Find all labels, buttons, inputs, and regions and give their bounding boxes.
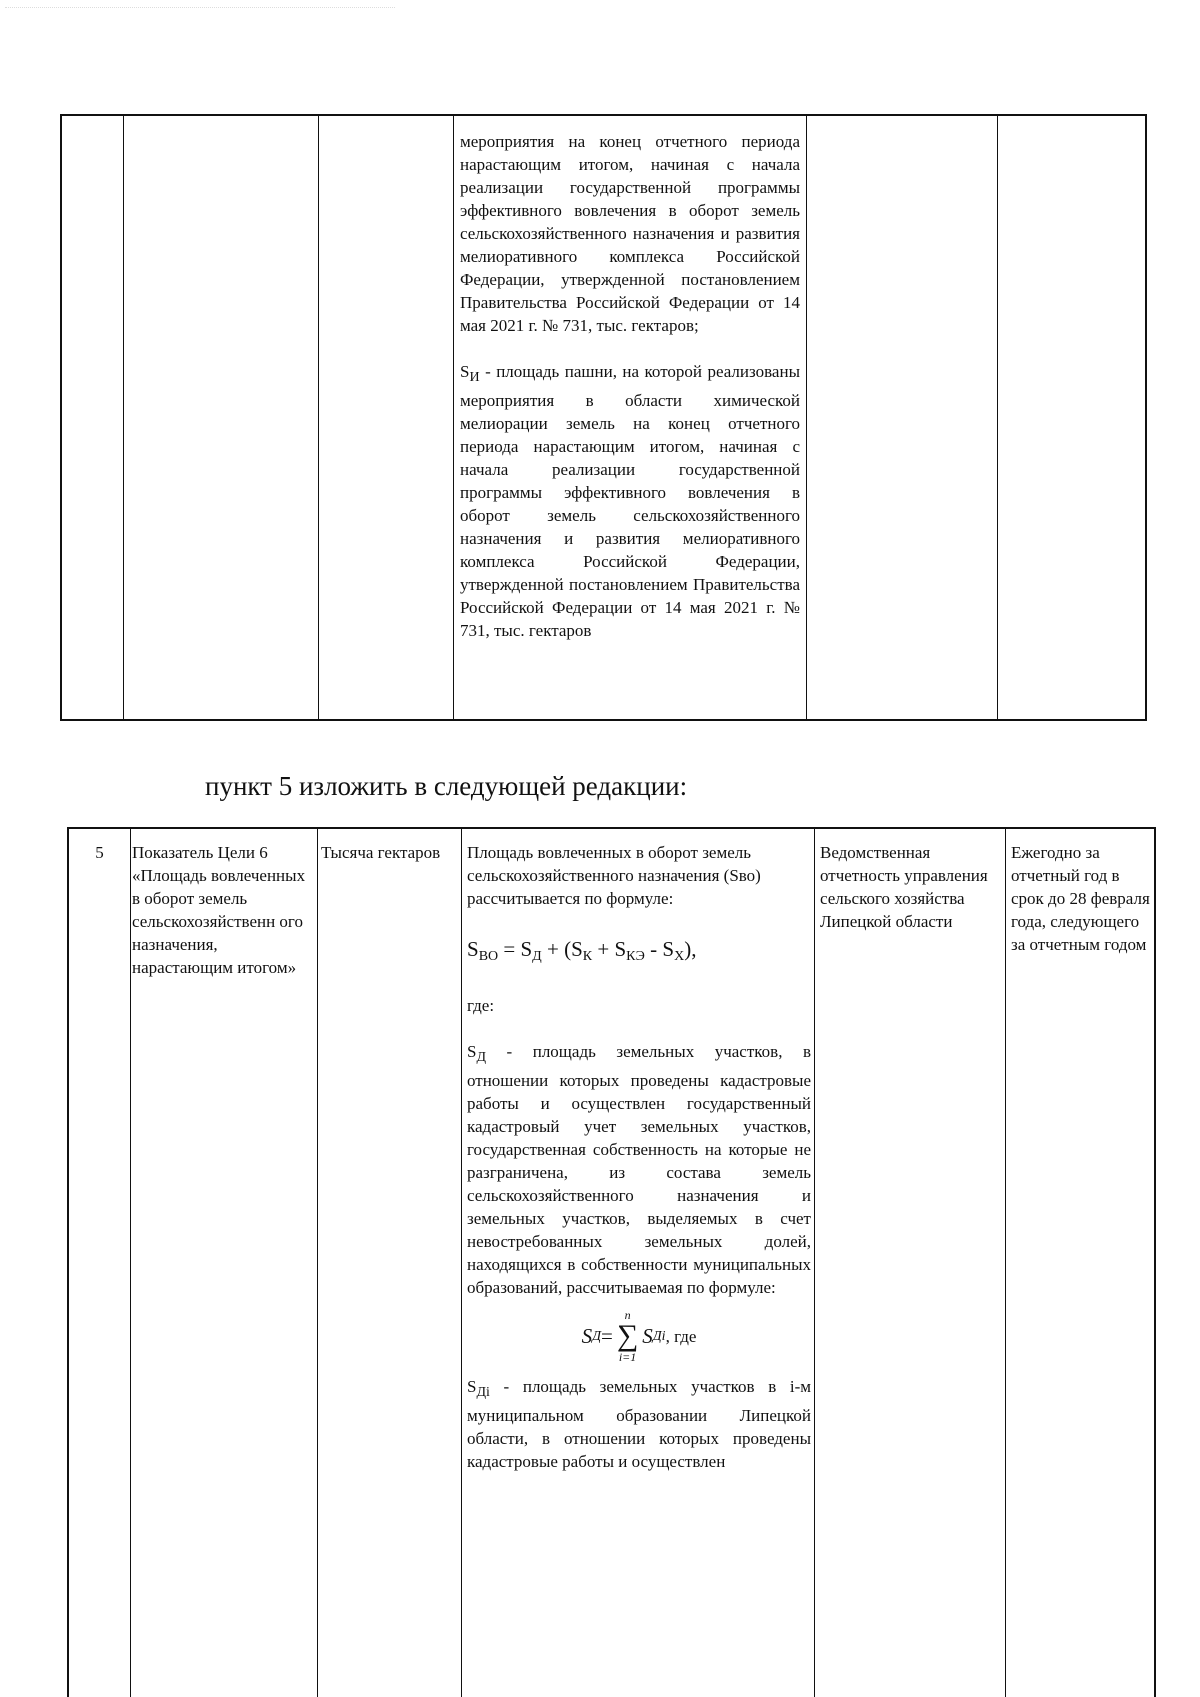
variable-index: И (469, 370, 480, 385)
column-divider (318, 116, 319, 719)
column-divider (130, 829, 131, 1697)
column-divider (814, 829, 815, 1697)
variable-definition: - площадь пашни, на которой реализованы мероприятия в области химической мелиорации земель на конец отчетного периода нарастающим итогом, начиная с начала реализации государственной программы эффективного вовлечения в оборот земель сельскохозяйственного назначения и развития мелиоративного комплекса Российской Федерации, утвержденной постановлением Правительства Российской Федерации от 14 мая 2021 г. № 731, тыс. гектаров (460, 362, 800, 640)
sum-formula: S Д = n ∑ i=1 S Дi , где (581, 1308, 697, 1364)
methodology-cell (467, 841, 811, 1473)
indicator-name: Показатель Цели 6 «Площадь вовлеченных в оборот земель сельскохозяйственн ого назначения, нарастающим итогом» (132, 843, 306, 977)
methodology-text: мероприятия на конец отчетного периода нарастающим итогом, начиная с начала реализации государственной программы эффективного вовлечения в оборот земель сельскохозяйственного назначения и развития мелиоративного комплекса Российской Федерации, утвержденной постановлением Правительства Российской Федерации от 14 мая 2021 г. № 731, тыс. гектаров; (460, 132, 800, 335)
column-divider (806, 116, 807, 719)
variable-definition: $S_Д$ - площадь земельных участков, в отношении которых проведены кадастровые работы и осуществлен государственный кадастровый учет земельных участков, государственная собственность на которые не разграничена, из состава земель сельскохозяйственного назначения и земельных участков, выделяемых в счет невостребованных земельных долей, находящихся в собственности муниципальных образований, рассчитываемая по формуле: (467, 1042, 811, 1297)
scan-artifact-line (5, 7, 395, 8)
variable-symbol: S (460, 362, 470, 381)
column-divider (317, 829, 318, 1697)
methodology-intro: Площадь вовлеченных в оборот земель сельскохозяйственного назначения (Sво) рассчитывается по формуле: (467, 843, 761, 908)
unit-of-measure: Тысяча гектаров (321, 843, 441, 862)
reporting-deadline: Ежегодно за отчетный год в срок до 28 февраля года, следующего за отчетным годом (1011, 843, 1150, 954)
methodology-text (460, 360, 800, 642)
row-number: 5 (95, 843, 104, 862)
methodology-cell (460, 130, 800, 642)
column-divider (453, 116, 454, 719)
column-divider (997, 116, 998, 719)
data-source: Ведомственная отчетность управления сельского хозяйства Липецкой области (820, 843, 988, 931)
continuation-table (60, 114, 1147, 721)
column-divider (123, 116, 124, 719)
section-heading: пункт 5 изложить в следующей редакции: (205, 771, 688, 801)
variable-definition: $S_{Дi}$ - площадь земельных участков в i-м муниципальном образовании Липецкой области, в отношении которых проведены кадастровые работы и осуществлен (467, 1377, 811, 1471)
column-divider (461, 829, 462, 1697)
indicator-table (67, 827, 1156, 1697)
area-formula: $S_{ВО} = S_Д + (S_К + S_{КЭ} - S_Х)$, (467, 937, 697, 964)
where-label: где: (467, 996, 495, 1015)
sigma-symbol: n ∑ i=1 (616, 1308, 639, 1364)
column-divider (1005, 829, 1006, 1697)
